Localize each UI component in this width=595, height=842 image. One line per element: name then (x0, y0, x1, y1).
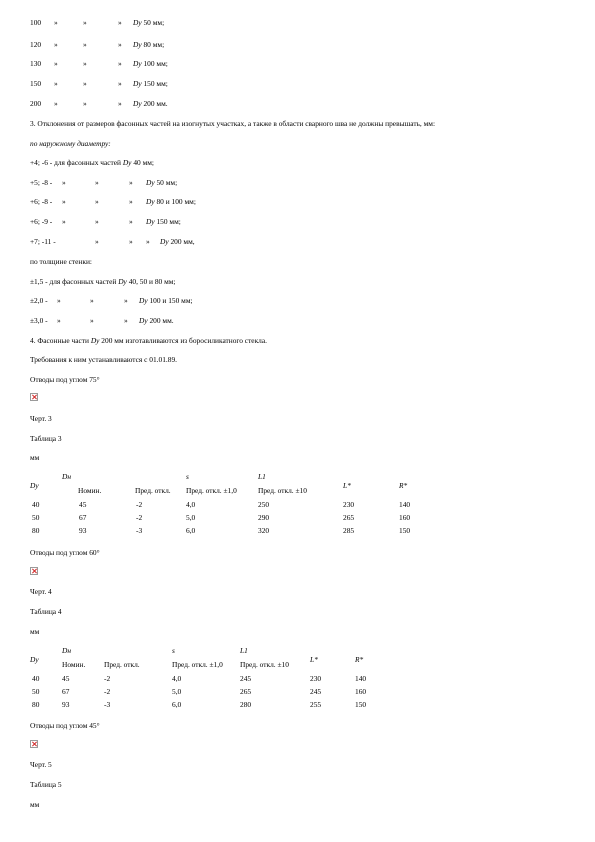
table-units: мм (30, 800, 40, 809)
section-heading: Отводы под углом 75° (30, 375, 100, 384)
table-cell: 150 (399, 526, 411, 535)
ditto-mark: » (129, 237, 133, 246)
table-cell: 285 (343, 526, 355, 535)
paragraph-4: 4. Фасонные части Dy 200 мм изготавливаются из боросиликатного стекла. (30, 336, 267, 345)
col-header-s-tol: Пред. откл. ±1,0 (172, 660, 223, 669)
col-header-dn: Dн (62, 472, 72, 481)
table-cell: 80 (32, 526, 40, 535)
table-cell: 265 (343, 513, 355, 522)
ditto-mark: » (90, 316, 94, 325)
ditto-mark: » (90, 296, 94, 305)
table-cell: -2 (104, 687, 111, 696)
table-units: мм (30, 627, 40, 636)
table-cell: -2 (136, 513, 143, 522)
list-item: 130 (30, 59, 42, 68)
table-units: мм (30, 453, 40, 462)
table-cell: 140 (399, 500, 411, 509)
ditto-mark: » (146, 237, 150, 246)
paragraph-3: 3. Отклонения от размеров фасонных частей на изогнутых участках, а также в области сварного шва не должны превышать, мм: (30, 119, 436, 128)
list-item-value: Dy 50 мм; (146, 178, 178, 187)
col-header-s: s (172, 646, 175, 655)
col-header-dy: Dy (30, 481, 39, 490)
list-item-value: Dy 50 мм; (133, 18, 165, 27)
table-cell: 160 (399, 513, 411, 522)
ditto-mark: » (118, 40, 122, 49)
ditto-mark: » (129, 197, 133, 206)
list-item: +4; -6 - для фасонных частей Dy 40 мм; (30, 158, 154, 167)
list-item: ±2,0 - (30, 296, 48, 305)
list-item-value: Dy 150 мм; (133, 79, 168, 88)
figure-caption: Черт. 4 (30, 587, 52, 596)
table-cell: 93 (79, 526, 87, 535)
ditto-mark: » (124, 296, 128, 305)
table-cell: 45 (62, 674, 70, 683)
list-item: +7; -11 - (30, 237, 56, 246)
table-title: Таблица 4 (30, 607, 62, 616)
col-header-r: R* (355, 655, 364, 664)
ditto-mark: » (54, 79, 58, 88)
broken-image-icon (30, 393, 38, 401)
table-cell: 160 (355, 687, 367, 696)
ditto-mark: » (83, 40, 87, 49)
list-item: 120 (30, 40, 42, 49)
ditto-mark: » (83, 79, 87, 88)
col-header-pred: Пред. откл. (104, 660, 140, 669)
col-header-r: R* (399, 481, 408, 490)
list-item: 100 (30, 18, 42, 27)
table-cell: 245 (240, 674, 252, 683)
table-title: Таблица 3 (30, 434, 62, 443)
table-cell: 80 (32, 700, 40, 709)
list-item-value: Dy 80 мм; (133, 40, 165, 49)
figure-caption: Черт. 3 (30, 414, 52, 423)
ditto-mark: » (124, 316, 128, 325)
ditto-mark: » (118, 59, 122, 68)
table-cell: 290 (258, 513, 270, 522)
table-cell: 6,0 (172, 700, 182, 709)
ditto-mark: » (83, 18, 87, 27)
list-item-value: Dy 100 мм; (133, 59, 168, 68)
figure-caption: Черт. 5 (30, 760, 52, 769)
col-header-l1: L1 (240, 646, 248, 655)
ditto-mark: » (129, 178, 133, 187)
col-header-dn: Dн (62, 646, 72, 655)
ditto-mark: » (118, 99, 122, 108)
ditto-mark: » (62, 217, 66, 226)
list-item-value: Dy 100 и 150 мм; (139, 296, 193, 305)
col-header-pred: Пред. откл. (135, 486, 171, 495)
table-cell: 255 (310, 700, 322, 709)
ditto-mark: » (54, 40, 58, 49)
ditto-mark: » (62, 178, 66, 187)
col-header-nom: Номин. (62, 660, 86, 669)
ditto-mark: » (54, 99, 58, 108)
list-item-value: Dy 80 и 100 мм; (146, 197, 196, 206)
col-header-l1: L1 (258, 472, 266, 481)
list-item-value: Dy 150 мм; (146, 217, 181, 226)
list-item-value: Dy 200 мм. (133, 99, 168, 108)
ditto-mark: » (83, 59, 87, 68)
table-cell: 93 (62, 700, 70, 709)
table-cell: 4,0 (172, 674, 182, 683)
outer-diameter-label: по наружному диаметру: (30, 139, 111, 148)
table-cell: 5,0 (186, 513, 196, 522)
ditto-mark: » (118, 79, 122, 88)
list-item-value: Dy 200 мм. (139, 316, 174, 325)
col-header-s: s (186, 472, 189, 481)
section-heading: Отводы под углом 45° (30, 721, 100, 730)
ditto-mark: » (95, 217, 99, 226)
table-cell: 230 (310, 674, 322, 683)
table-cell: 265 (240, 687, 252, 696)
col-header-l: L* (343, 481, 351, 490)
ditto-mark: » (57, 316, 61, 325)
table-cell: 140 (355, 674, 367, 683)
ditto-mark: » (62, 197, 66, 206)
col-header-nom: Номин. (78, 486, 102, 495)
table-cell: 67 (62, 687, 70, 696)
col-header-l1-tol: Пред. откл. ±10 (258, 486, 307, 495)
list-item: 150 (30, 79, 42, 88)
table-cell: -3 (104, 700, 111, 709)
list-item: +6; -8 - (30, 197, 53, 206)
ditto-mark: » (54, 18, 58, 27)
col-header-l1-tol: Пред. откл. ±10 (240, 660, 289, 669)
table-cell: 230 (343, 500, 355, 509)
col-header-s-tol: Пред. откл. ±1,0 (186, 486, 237, 495)
table-cell: 67 (79, 513, 87, 522)
list-item: 200 (30, 99, 42, 108)
ditto-mark: » (95, 237, 99, 246)
broken-image-icon (30, 567, 38, 575)
ditto-mark: » (118, 18, 122, 27)
ditto-mark: » (54, 59, 58, 68)
requirements-date: Требования к ним устанавливаются с 01.01.89. (30, 355, 178, 364)
table-cell: 50 (32, 513, 40, 522)
table-title: Таблица 5 (30, 780, 62, 789)
table-cell: 4,0 (186, 500, 196, 509)
ditto-mark: » (83, 99, 87, 108)
table-cell: 40 (32, 674, 40, 683)
table-cell: 5,0 (172, 687, 182, 696)
ditto-mark: » (95, 197, 99, 206)
table-cell: 50 (32, 687, 40, 696)
table-cell: -2 (136, 500, 143, 509)
col-header-l: L* (310, 655, 318, 664)
list-item: +5; -8 - (30, 178, 53, 187)
list-item: ±3,0 - (30, 316, 48, 325)
ditto-mark: » (129, 217, 133, 226)
table-cell: 250 (258, 500, 270, 509)
ditto-mark: » (57, 296, 61, 305)
list-item: ±1,5 - для фасонных частей Dy 40, 50 и 80 мм; (30, 277, 176, 286)
table-cell: -3 (136, 526, 143, 535)
table-cell: 45 (79, 500, 87, 509)
table-cell: -2 (104, 674, 111, 683)
col-header-dy: Dy (30, 655, 39, 664)
table-cell: 6,0 (186, 526, 196, 535)
list-item-value: Dy 200 мм, (160, 237, 195, 246)
ditto-mark: » (95, 178, 99, 187)
table-cell: 320 (258, 526, 270, 535)
list-item: +6; -9 - (30, 217, 53, 226)
table-cell: 245 (310, 687, 322, 696)
section-heading: Отводы под углом 60° (30, 548, 100, 557)
table-cell: 280 (240, 700, 252, 709)
table-cell: 40 (32, 500, 40, 509)
wall-thickness-label: по толщине стенки: (30, 257, 92, 266)
table-cell: 150 (355, 700, 367, 709)
broken-image-icon (30, 740, 38, 748)
